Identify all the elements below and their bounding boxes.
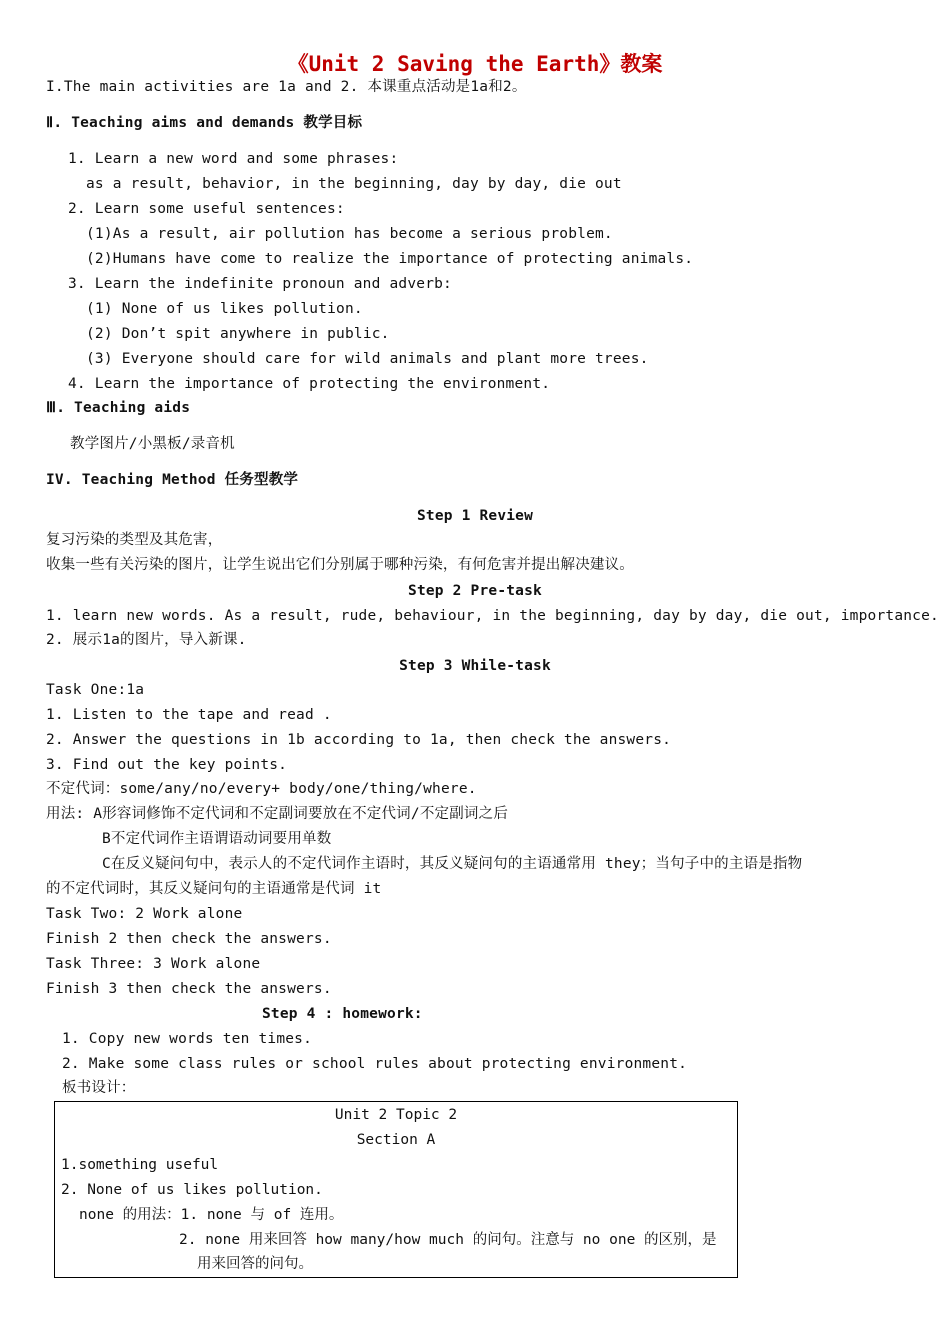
step4-line: 板书设计： xyxy=(62,1080,136,1096)
step3-line: 的不定代词时，其反义疑问句的主语通常是代词 it xyxy=(46,881,382,897)
board-line: 用来回答的问句。 xyxy=(197,1256,313,1272)
aim-item: 4. Learn the importance of protecting the environment. xyxy=(68,376,551,392)
step3-line: Task Three: 3 Work alone xyxy=(46,956,261,972)
step2-heading: Step 2 Pre-task xyxy=(408,583,542,599)
step4-line: 1. Copy new words ten times. xyxy=(62,1031,313,1047)
aim-item: (1) None of us likes pollution. xyxy=(86,301,363,317)
step1-line: 收集一些有关污染的图片，让学生说出它们分别属于哪种污染，有何危害并提出解决建议。 xyxy=(46,557,634,573)
step4-heading: Step 4 : homework: xyxy=(262,1006,423,1022)
step3-line: 2. Answer the questions in 1b according to 1a, then check the answers. xyxy=(46,732,672,748)
step3-line: 3. Find out the key points. xyxy=(46,757,288,773)
step3-line: 1. Listen to the tape and read . xyxy=(46,707,332,723)
board-line: none 的用法：1. none 与 of 连用。 xyxy=(79,1207,344,1223)
step3-line: C在反义疑问句中，表示人的不定代词作主语时，其反义疑问句的主语通常用 they；当句子中的主语是指物 xyxy=(102,856,803,872)
document-title: 《Unit 2 Saving the Earth》教案 xyxy=(287,52,663,76)
board-line: 1.something useful xyxy=(61,1157,219,1173)
aim-item: 2. Learn some useful sentences: xyxy=(68,201,345,217)
section-teaching-method-heading: IV. Teaching Method 任务型教学 xyxy=(46,472,299,488)
teaching-aids-text: 教学图片/小黑板/录音机 xyxy=(70,436,235,452)
aim-item: 1. Learn a new word and some phrases: xyxy=(68,151,399,167)
main-activities-line: I.The main activities are 1a and 2. 本课重点活动是1a和2。 xyxy=(46,79,527,95)
step3-line: Task Two: 2 Work alone xyxy=(46,906,243,922)
step1-heading: Step 1 Review xyxy=(416,508,534,524)
section-teaching-aims-heading: Ⅱ. Teaching aims and demands 教学目标 xyxy=(46,115,363,131)
step3-line: Task One:1a xyxy=(46,682,145,698)
board-section-title: Section A xyxy=(356,1132,436,1148)
step3-line: Finish 2 then check the answers. xyxy=(46,931,332,947)
step3-line: 用法: A形容词修饰不定代词和不定副词要放在不定代词/不定副词之后 xyxy=(46,806,509,822)
aim-item: 3. Learn the indefinite pronoun and adverb: xyxy=(68,276,452,292)
step3-heading: Step 3 While-task xyxy=(399,658,551,674)
aim-item: (1)As a result, air pollution has become a serious problem. xyxy=(86,226,613,242)
aim-item: (2)Humans have come to realize the importance of protecting animals. xyxy=(86,251,694,267)
step4-line: 2. Make some class rules or school rules about protecting environment. xyxy=(62,1056,688,1072)
aim-item: as a result, behavior, in the beginning, day by day, die out xyxy=(86,176,622,192)
step2-line: 1. learn new words. As a result, rude, behaviour, in the beginning, day by day, die out, importance. xyxy=(46,608,939,624)
board-line: 2. None of us likes pollution. xyxy=(61,1182,323,1198)
section-teaching-aids-heading: Ⅲ. Teaching aids xyxy=(46,400,191,416)
step3-line: B不定代词作主语谓语动词要用单数 xyxy=(102,831,332,847)
step3-line: 不定代词：some/any/no/every+ body/one/thing/where. xyxy=(46,781,477,797)
blackboard-design-box xyxy=(54,1101,738,1278)
step1-line: 复习污染的类型及其危害， xyxy=(46,532,223,548)
step3-line: Finish 3 then check the answers. xyxy=(46,981,332,997)
aim-item: (2) Don’t spit anywhere in public. xyxy=(86,326,390,342)
step2-line: 2. 展示1a的图片，导入新课. xyxy=(46,632,247,648)
board-unit-title: Unit 2 Topic 2 xyxy=(334,1107,458,1123)
aim-item: (3) Everyone should care for wild animals and plant more trees. xyxy=(86,351,649,367)
board-line: 2. none 用来回答 how many/how much 的问句。注意与 no one 的区别，是 xyxy=(179,1232,717,1248)
